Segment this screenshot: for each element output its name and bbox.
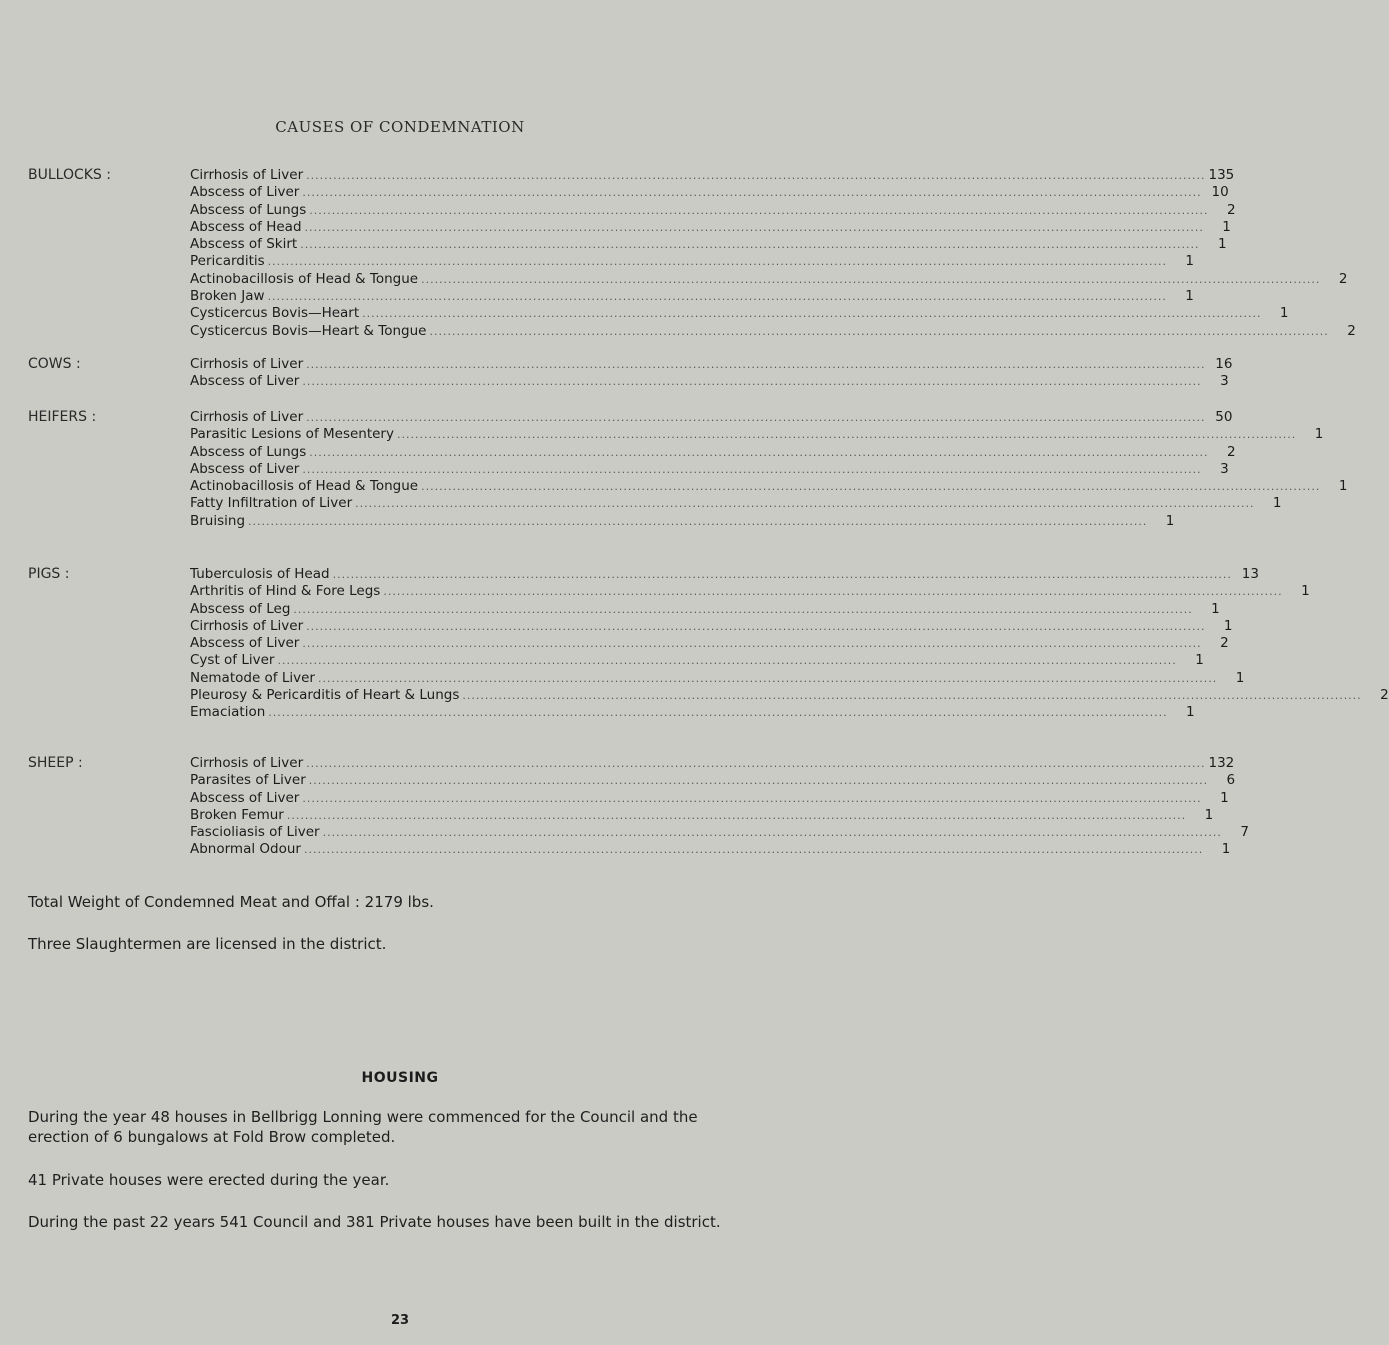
leader-dots: ........................................................................................................................................................................................................: [322, 826, 1222, 840]
table-row: [190, 617, 1233, 635]
cause-count: 1: [1195, 652, 1204, 669]
table-row: [190, 600, 1220, 618]
category-label: HEIFERS :: [28, 409, 97, 425]
leader-dots: ........................................................................................................................................................................................................: [306, 619, 1206, 633]
cause-count: 13: [1241, 566, 1259, 582]
table-row: [190, 253, 1194, 270]
cause-count: 1: [1220, 789, 1229, 806]
table-row: [190, 635, 1229, 652]
cause-count: 1: [1185, 253, 1194, 270]
leader-dots: ........................................................................................................................................................................................................: [396, 428, 1297, 442]
table-row: [190, 669, 1245, 687]
cause-label: Abscess of Leg: [190, 600, 291, 617]
leader-dots: ........................................................................................................................................................................................................: [302, 637, 1202, 651]
leader-dots: ........................................................................................................................................................................................................: [304, 220, 1204, 234]
table-row: [190, 755, 1235, 772]
leader-dots: ........................................................................................................................................................................................................: [293, 602, 1193, 616]
leader-dots: ........................................................................................................................................................................................................: [355, 497, 1255, 511]
cause-count: 2: [1220, 635, 1229, 652]
cause-count: 1: [1279, 305, 1289, 322]
cause-count: 1: [1222, 218, 1231, 235]
cause-count: 1: [1165, 512, 1175, 529]
leader-dots: ........................................................................................................................................................................................................: [308, 774, 1209, 788]
cause-label: Fatty Infiltration of Liver: [190, 495, 353, 512]
leader-dots: ........................................................................................................................................................................................................: [300, 238, 1200, 252]
cause-label: Tuberculosis of Head: [190, 566, 330, 582]
table-row: [190, 687, 1389, 704]
cause-label: Fascioliasis of Liver: [190, 824, 320, 841]
cause-count: 1: [1235, 669, 1245, 686]
table-row: [190, 236, 1227, 253]
cause-count: 16: [1215, 356, 1233, 372]
leader-dots: ........................................................................................................................................................................................................: [462, 689, 1362, 703]
table-row: [190, 841, 1231, 858]
table-row: [190, 218, 1231, 236]
slaughtermen-text: Three Slaughtermen are licensed in the district.: [28, 935, 387, 953]
cause-label: Cirrhosis of Liver: [190, 755, 304, 771]
leader-dots: ........................................................................................................................................................................................................: [383, 585, 1283, 599]
leader-dots: ........................................................................................................................................................................................................: [309, 445, 1209, 459]
table-row: [190, 566, 1259, 583]
cause-count: 10: [1211, 184, 1229, 201]
table-row: [190, 772, 1236, 789]
table-row: [190, 373, 1229, 390]
cause-label: Parasites of Liver: [190, 772, 306, 789]
leader-dots: ........................................................................................................................................................................................................: [286, 808, 1187, 822]
table-row: [190, 409, 1233, 426]
cause-label: Cirrhosis of Liver: [190, 167, 304, 183]
cause-label: Abscess of Liver: [190, 460, 300, 477]
condemnation-list: [190, 566, 1389, 722]
leader-dots: ........................................................................................................................................................................................................: [277, 654, 1177, 668]
cause-count: 2: [1226, 201, 1236, 218]
cause-label: Cirrhosis of Liver: [190, 409, 304, 425]
cause-label: Cysticercus Bovis—Heart & Tongue: [190, 322, 427, 339]
table-row: [190, 443, 1236, 461]
leader-dots: ........................................................................................................................................................................................................: [302, 186, 1202, 200]
cause-label: Abscess of Liver: [190, 184, 300, 201]
cause-label: Abscess of Lungs: [190, 443, 307, 460]
category-label: PIGS :: [28, 566, 70, 582]
table-row: [190, 478, 1348, 495]
table-row: [190, 652, 1204, 669]
cause-label: Actinobacillosis of Head & Tongue: [190, 270, 419, 287]
table-row: [190, 824, 1249, 841]
total-weight-text: Total Weight of Condemned Meat and Offal : 2179 lbs.: [28, 893, 434, 911]
table-row: [190, 460, 1229, 478]
cause-label: Cysticercus Bovis—Heart: [190, 305, 360, 322]
cause-count: 1: [1204, 806, 1214, 823]
cause-label: Abscess of Liver: [190, 635, 300, 652]
cause-label: Cyst of Liver: [190, 652, 275, 669]
cause-label: Cirrhosis of Liver: [190, 617, 304, 634]
cause-label: Abscess of Liver: [190, 373, 300, 390]
cause-count: 1: [1272, 495, 1282, 512]
leader-dots: ........................................................................................................................................................................................................: [421, 480, 1321, 494]
cause-label: Pericarditis: [190, 253, 265, 270]
cause-count: 1: [1314, 426, 1324, 443]
table-row: [190, 288, 1194, 305]
table-row: [190, 322, 1356, 340]
table-row: [190, 704, 1195, 721]
category-label: COWS :: [28, 356, 81, 372]
leader-dots: ........................................................................................................................................................................................................: [362, 307, 1262, 321]
cause-count: 3: [1220, 460, 1229, 477]
cause-label: Abscess of Head: [190, 218, 302, 235]
category-label: BULLOCKS :: [28, 167, 111, 183]
cause-label: Broken Femur: [190, 806, 284, 823]
leader-dots: ........................................................................................................................................................................................................: [306, 169, 1206, 182]
condemnation-list: [190, 409, 1348, 530]
table-row: [190, 270, 1348, 288]
cause-label: Actinobacillosis of Head & Tongue: [190, 478, 419, 495]
cause-count: 2: [1380, 687, 1389, 704]
cause-count: 135: [1208, 167, 1235, 183]
cause-count: 1: [1211, 600, 1220, 617]
leader-dots: ........................................................................................................................................................................................................: [429, 324, 1329, 338]
cause-count: 7: [1240, 824, 1249, 841]
cause-label: Nematode of Liver: [190, 669, 315, 686]
condemnation-list: [190, 356, 1233, 391]
cause-label: Abscess of Skirt: [190, 236, 298, 253]
leader-dots: ........................................................................................................................................................................................................: [302, 791, 1202, 805]
cause-label: Broken Jaw: [190, 288, 265, 305]
housing-heading: HOUSING: [361, 1070, 439, 1086]
cause-count: 1: [1221, 841, 1231, 858]
condemnation-list: [190, 755, 1249, 859]
leader-dots: ........................................................................................................................................................................................................: [248, 514, 1148, 528]
cause-count: 132: [1208, 755, 1235, 771]
table-row: [190, 356, 1233, 373]
cause-count: 2: [1347, 322, 1356, 339]
table-row: [190, 184, 1229, 201]
cause-label: Abscess of Lungs: [190, 201, 307, 218]
leader-dots: ........................................................................................................................................................................................................: [332, 568, 1232, 581]
leader-dots: ........................................................................................................................................................................................................: [306, 411, 1206, 424]
leader-dots: ........................................................................................................................................................................................................: [421, 272, 1321, 286]
leader-dots: ........................................................................................................................................................................................................: [267, 290, 1167, 304]
cause-count: 1: [1223, 617, 1233, 634]
leader-dots: ........................................................................................................................................................................................................: [302, 375, 1202, 389]
table-row: [190, 305, 1289, 322]
category-label: SHEEP :: [28, 755, 83, 771]
table-row: [190, 512, 1175, 530]
cause-count: 6: [1226, 772, 1236, 789]
cause-label: Parasitic Lesions of Mesentery: [190, 426, 394, 443]
cause-count: 1: [1186, 704, 1195, 721]
table-row: [190, 583, 1310, 600]
leader-dots: ........................................................................................................................................................................................................: [302, 462, 1202, 476]
leader-dots: ........................................................................................................................................................................................................: [306, 358, 1206, 371]
cause-label: Abscess of Liver: [190, 789, 300, 806]
cause-label: Abnormal Odour: [190, 841, 301, 858]
cause-label: Emaciation: [190, 704, 266, 721]
table-row: [190, 495, 1282, 512]
leader-dots: ........................................................................................................................................................................................................: [268, 706, 1168, 720]
table-row: [190, 426, 1324, 443]
leader-dots: ........................................................................................................................................................................................................: [317, 671, 1218, 685]
page-title: CAUSES OF CONDEMNATION: [275, 118, 525, 136]
table-row: [190, 167, 1235, 184]
cause-label: Bruising: [190, 512, 246, 529]
housing-paragraph: 41 Private houses were erected during the year.: [28, 1171, 390, 1189]
leader-dots: ........................................................................................................................................................................................................: [303, 843, 1204, 857]
table-row: [190, 201, 1236, 219]
cause-count: 2: [1226, 443, 1236, 460]
cause-count: 50: [1215, 409, 1233, 425]
cause-count: 1: [1185, 288, 1194, 305]
cause-count: 3: [1220, 373, 1229, 390]
leader-dots: ........................................................................................................................................................................................................: [309, 203, 1209, 217]
cause-label: Cirrhosis of Liver: [190, 356, 304, 372]
housing-paragraph: During the year 48 houses in Bellbrigg Lonning were commenced for the Council and the erection of 6 bungalows at Fold Brow completed.: [28, 1108, 698, 1146]
table-row: [190, 789, 1229, 807]
condemnation-list: [190, 167, 1356, 340]
housing-paragraph: During the past 22 years 541 Council and 381 Private houses have been built in the district.: [28, 1213, 721, 1231]
cause-label: Arthritis of Hind & Fore Legs: [190, 583, 381, 600]
cause-count: 1: [1338, 478, 1348, 495]
table-row: [190, 806, 1214, 824]
cause-count: 2: [1338, 270, 1348, 287]
leader-dots: ........................................................................................................................................................................................................: [306, 757, 1206, 770]
cause-count: 1: [1301, 583, 1310, 600]
cause-count: 1: [1217, 236, 1227, 253]
page-number: 23: [390, 1313, 410, 1328]
cause-label: Pleurosy & Pericarditis of Heart & Lungs: [190, 687, 460, 704]
leader-dots: ........................................................................................................................................................................................................: [267, 255, 1167, 269]
